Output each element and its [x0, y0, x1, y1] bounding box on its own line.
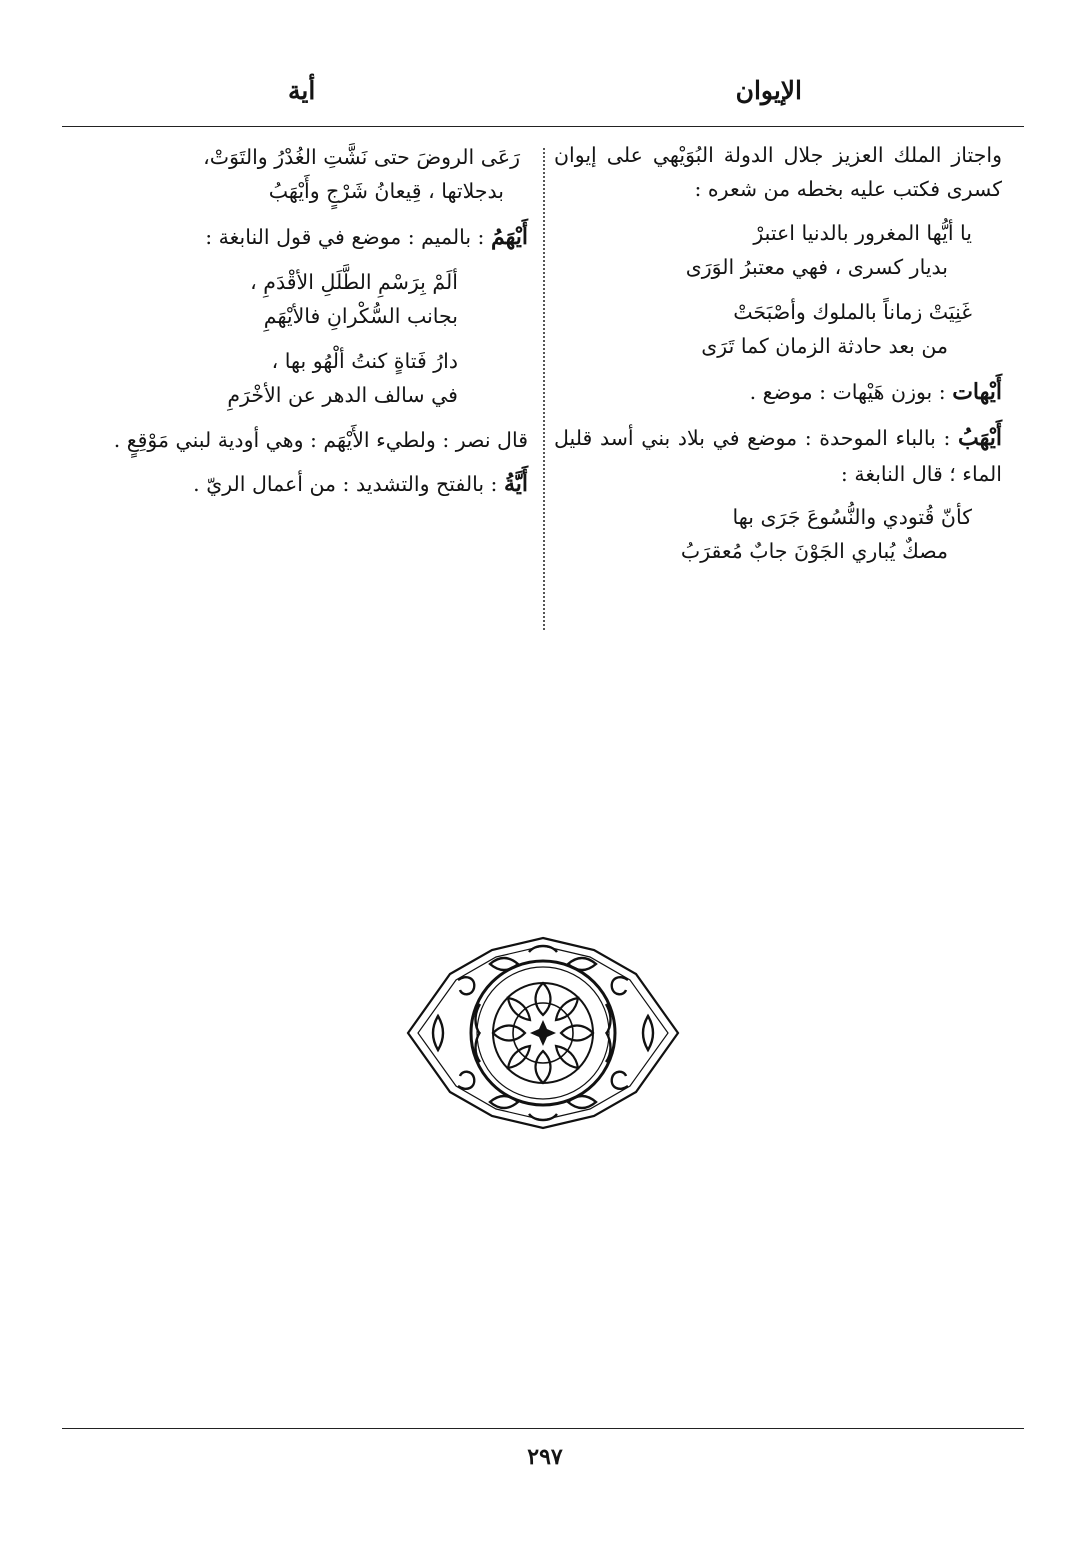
- verse-line: من بعد حادثة الزمان كما تَرَى: [701, 334, 948, 359]
- verse-line: في سالف الدهر عن الأخْرَمِ: [227, 383, 458, 408]
- verse-couplet: [554, 295, 1002, 364]
- verse-couplet: [554, 500, 1002, 569]
- verse-couplet: [76, 265, 528, 334]
- column-divider: [543, 148, 545, 630]
- verse-line: رَعَى الروضَ حتى نَشَّتِ الغُدْرُ والتَوَتْ،: [203, 145, 520, 169]
- verse-couplet: [554, 216, 1002, 285]
- entry-ayya: [76, 466, 528, 503]
- nasr-note: قال نصر : ولطيء الأَيْهَم : وهي أودية لبني مَوْقِعٍ .: [113, 427, 528, 452]
- entry-definition: : بالميم : موضع في قول النابغة :: [205, 224, 491, 249]
- verse-line: بدجلاتها ، قِيعانُ شَرْجٍ وأَيْهَبُ: [268, 179, 504, 204]
- verse-couplet: [76, 344, 528, 413]
- entry-headword: أَيَّةُ: [503, 471, 528, 498]
- running-header-left: أية: [288, 76, 316, 105]
- footer-rule: [62, 1428, 1024, 1429]
- entry-headword: أَيْهات: [952, 378, 1002, 405]
- entry-definition: : بوزن هَيْهات : موضع .: [749, 379, 953, 404]
- entry-headword: أَيْهَبُ: [958, 424, 1002, 451]
- arabesque-octagon-ornament-icon: [404, 934, 682, 1132]
- verse-line: كأنّ قُتودي والنُّسُوعَ جَرَى بها: [732, 504, 972, 529]
- left-column: [76, 138, 528, 512]
- running-header-right: الإيوان: [735, 76, 802, 105]
- header-rule: [62, 126, 1024, 127]
- verse-line: يا أيُّها المغرور بالدنيا اعتبرْ: [753, 220, 972, 245]
- entry-definition: : بالفتح والتشديد : من أعمال الريّ .: [193, 472, 504, 497]
- verse-line: بديار كسرى ، فهي معتبرُ الوَرَى: [685, 255, 948, 280]
- intro-paragraph: واجتاز الملك العزيز جلال الدولة البُوَيْهي على إيوان كسرى فكتب عليه بخطه من شعره :: [554, 143, 1002, 202]
- entry-aynahat: [554, 374, 1002, 411]
- entry-definition: : بالباء الموحدة : موضع في بلاد بني أسد قليل الماء ؛ قال النابغة :: [554, 425, 1002, 486]
- entry-ayham: [76, 219, 528, 256]
- page-number: ٢٩٧: [527, 1444, 563, 1470]
- verse-line: مصكٌ يُباري الجَوْنَ جابٌ مُعقرَبُ: [680, 539, 948, 564]
- right-column: [554, 138, 1002, 579]
- verse-couplet: [76, 140, 528, 209]
- entry-headword: أَيْهَمُ: [490, 223, 528, 250]
- entry-aynahab: [554, 420, 1002, 491]
- verse-line: بجانب السُّكْرانِ فالأيْهَمِ: [263, 304, 458, 329]
- verse-line: غَنِيَتْ زماناً بالملوك وأصْبَحَتْ: [733, 299, 972, 324]
- verse-line: دارُ فَتاةٍ كنتُ ألْهُو بها ،: [271, 348, 458, 373]
- verse-line: ألَمْ بِرَسْمِ الطَّلَلِ الأقْدَمِ ،: [250, 269, 458, 294]
